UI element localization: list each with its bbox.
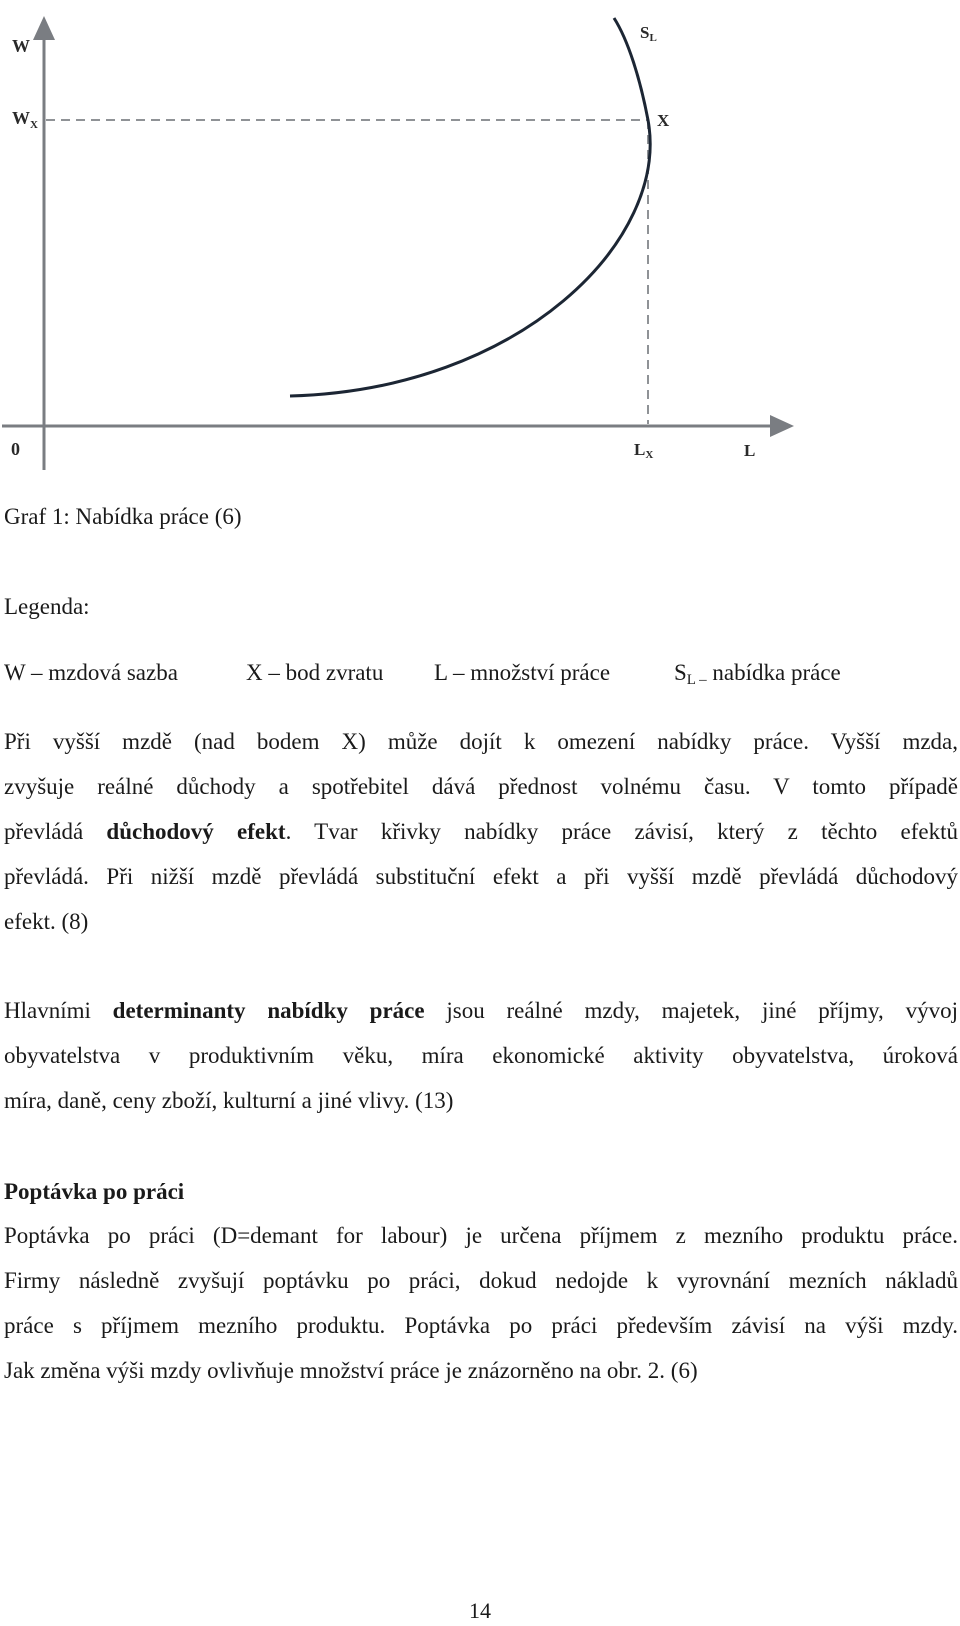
labour-supply-curve	[290, 18, 650, 396]
legend-item-x: X – bod zvratu	[246, 660, 384, 685]
legend-item-sl: $S_{L -}$ nabídka práce	[674, 660, 841, 688]
paragraph-line: obyvatelstva v produktivním věku, míra ekonomické aktivity obyvatelstva, úroková	[4, 1043, 958, 1068]
wx-label: $W_X$	[12, 108, 38, 131]
paragraph-line: Firmy následně zvyšují poptávku po práci, dokud nedojde k vyrovnání mezních nákladů	[4, 1268, 958, 1293]
paragraph-line: převládá důchodový efekt. Tvar křivky nabídky práce závisí, který z těchto efektů	[4, 819, 958, 844]
paragraph-line: zvyšuje reálné důchody a spotřebitel dává přednost volnému času. V tomto případě	[4, 774, 958, 799]
legend-item-l: L – množství práce	[434, 660, 611, 685]
origin-label: 0	[11, 439, 20, 459]
lx-label: LX	[634, 440, 654, 461]
paragraph-line: Jak změna výši mzdy ovlivňuje množství práce je znázorněno na obr. 2. (6)	[4, 1358, 698, 1383]
x-axis-label: L	[744, 441, 756, 460]
section-heading: Poptávka po práci	[4, 1179, 185, 1204]
legend-heading: Legenda:	[4, 594, 90, 619]
paragraph-line: míra, daně, ceny zboží, kulturní a jiné vlivy. (13)	[4, 1088, 454, 1113]
page-number: 14	[469, 1598, 491, 1623]
paragraph-line: efekt. (8)	[4, 909, 89, 934]
paragraph-line: Při vyšší mzdě (nad bodem X) může dojít k omezení nabídky práce. Vyšší mzda,	[4, 729, 958, 754]
paragraph-line: Hlavními determinanty nabídky práce jsou reálné mzdy, majetek, jiné příjmy, vývoj	[4, 998, 958, 1023]
paragraph-line: práce s příjmem mezního produktu. Poptávka po práci především závisí na výši mzdy.	[4, 1313, 958, 1338]
labour-supply-graph	[0, 0, 820, 490]
curve-label: SL	[640, 23, 657, 44]
point-x-label: X	[657, 111, 670, 130]
paragraph-line: převládá. Při nižší mzdě převládá substituční efekt a při vyšší mzdě převládá důchodový	[4, 864, 958, 889]
paragraph-line: Poptávka po práci (D=demant for labour) je určena příjmem z mezního produktu práce.	[4, 1223, 958, 1248]
figure-caption: Graf 1: Nabídka práce (6)	[4, 504, 242, 529]
y-axis-label: W	[12, 36, 30, 56]
legend-item-w: W – mzdová sazba	[4, 660, 178, 685]
x-axis-arrow	[770, 415, 794, 437]
y-axis-arrow	[33, 16, 55, 40]
